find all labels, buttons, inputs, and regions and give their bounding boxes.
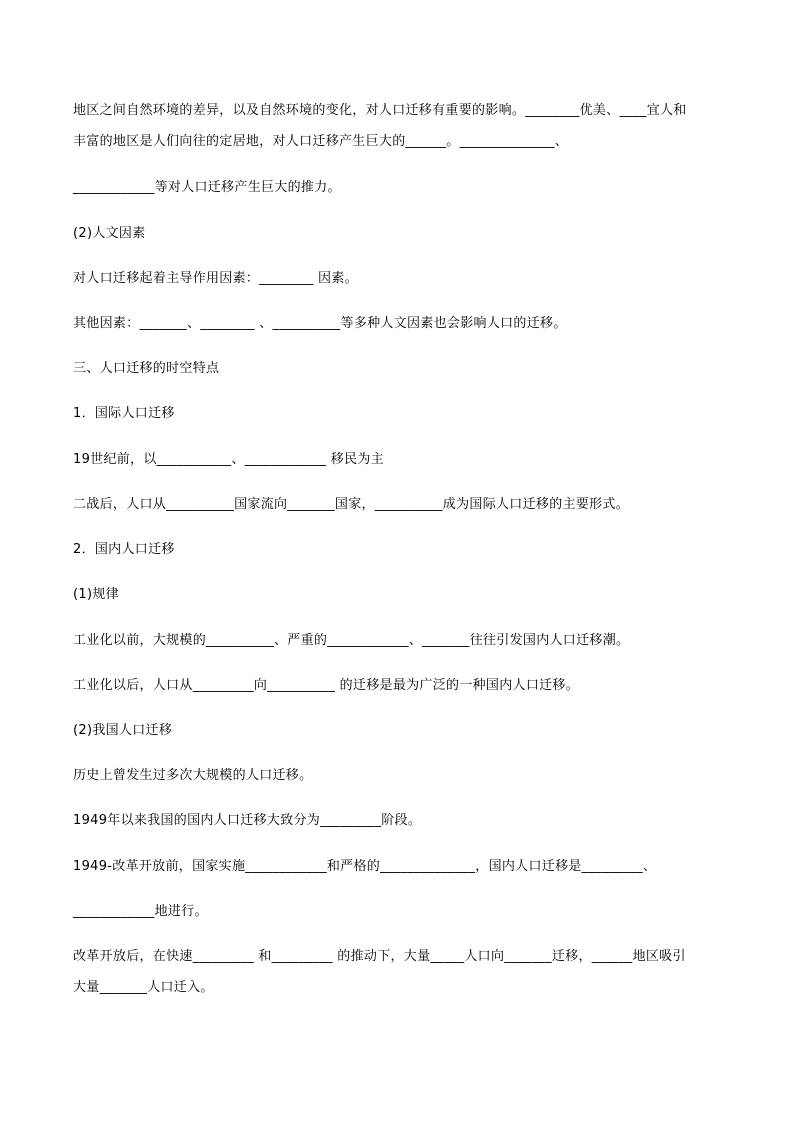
text-line-17: 1949年以来我国的国内人口迁移大致分为_________阶段。 [73,813,422,828]
section-heading-human-factors: (2)人文因素 [73,226,146,241]
text-line-2: 丰富的地区是人们向往的定居地，对人口迁移产生巨大的______。______________、 [73,134,569,149]
text-line-1: 地区之间自然环境的差异，以及自然环境的变化，对人口迁移有重要的影响。________优美、____宜人和 [73,103,687,118]
text-line-14: 工业化以后，人口从_________向__________ 的迁移是最为广泛的一种国内人口迁移。 [73,678,580,693]
section-heading-pattern: (1)规律 [73,587,119,602]
text-line-16: 历史上曾发生过多次大规模的人口迁移。 [73,768,313,783]
text-line-13: 工业化以前，大规模的__________、严重的____________、_______往往引发国内人口迁移潮。 [73,633,630,648]
section-heading-international: 1．国际人口迁移 [73,406,175,421]
text-line-20: 改革开放后，在快速_________ 和_________ 的推动下，大量_____人口向_______迁移，______地区吸引 [73,949,686,964]
section-heading-domestic: 2．国内人口迁移 [73,542,175,557]
section-heading-china: (2)我国人口迁移 [73,723,173,738]
text-line-10: 二战后，人口从__________国家流向_______国家，__________成为国际人口迁移的主要形式。 [73,497,629,512]
text-line-21: 大量_______人口迁入。 [73,980,214,995]
text-line-19: ____________地进行。 [73,904,208,919]
text-line-9: 19世纪前，以___________、____________ 移民为主 [73,452,384,467]
text-line-5: 对人口迁移起着主导作用因素：________ 因素。 [73,271,358,286]
text-line-18: 1949-改革开放前，国家实施____________和严格的______________，国内人口迁移是_________、 [73,859,657,874]
section-heading-spatiotemporal: 三、人口迁移的时空特点 [73,361,220,376]
text-line-3: ____________等对人口迁移产生巨大的推力。 [73,180,341,195]
text-line-6: 其他因素：_______、________ 、__________等多种人文因素也会影响人口的迁移。 [73,316,567,331]
